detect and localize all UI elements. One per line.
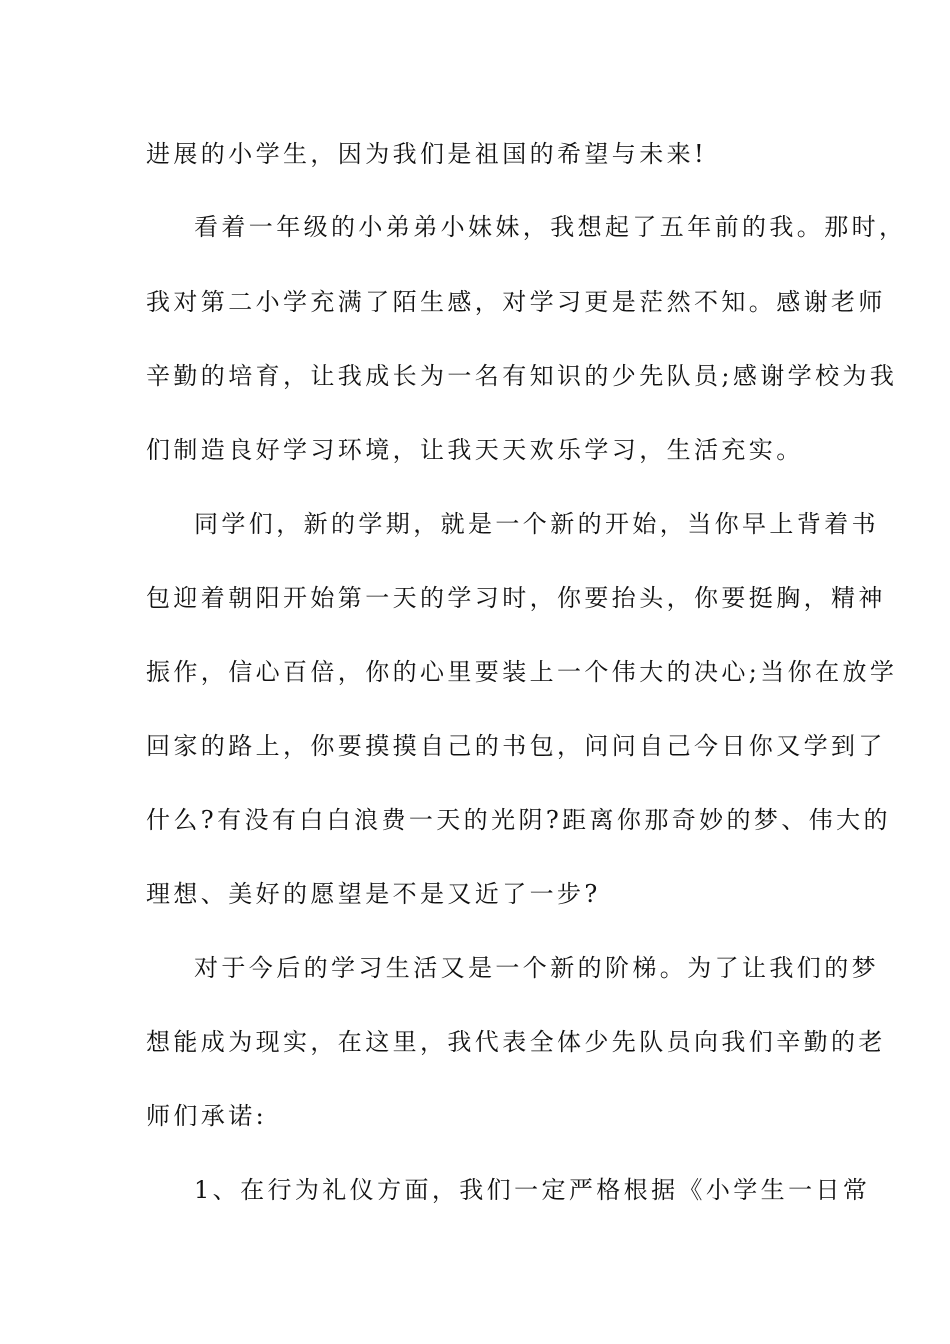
text-line: 对于今后的学习生活又是一个新的阶梯。为了让我们的梦 (194, 954, 879, 982)
text-line: 师们承诺: (146, 1102, 268, 1130)
text-line: 1、在行为礼仪方面，我们一定严格根据《小学生一日常 (194, 1176, 871, 1204)
text-line: 们制造良好学习环境，让我天天欢乐学习，生活充实。 (146, 436, 804, 464)
text-line: 辛勤的培育，让我成长为一名有知识的少先队员;感谢学校为我 (146, 362, 898, 390)
text-line: 理想、美好的愿望是不是又近了一步? (146, 880, 601, 908)
text-line: 同学们，新的学期，就是一个新的开始，当你早上背着书 (194, 510, 879, 538)
text-line: 包迎着朝阳开始第一天的学习时，你要抬头，你要挺胸，精神 (146, 584, 886, 612)
text-line: 回家的路上，你要摸摸自己的书包，问问自己今日你又学到了 (146, 732, 886, 760)
text-line: 振作，信心百倍，你的心里要装上一个伟大的决心;当你在放学 (146, 658, 898, 686)
text-line: 什么?有没有白白浪费一天的光阴?距离你那奇妙的梦、伟大的 (146, 806, 891, 834)
text-line: 我对第二小学充满了陌生感，对学习更是茫然不知。感谢老师 (146, 288, 886, 316)
text-line: 想能成为现实，在这里，我代表全体少先队员向我们辛勤的老 (146, 1028, 886, 1056)
text-line: 看着一年级的小弟弟小妹妹，我想起了五年前的我。那时， (194, 213, 907, 241)
text-line: 进展的小学生，因为我们是祖国的希望与未来! (146, 140, 708, 168)
